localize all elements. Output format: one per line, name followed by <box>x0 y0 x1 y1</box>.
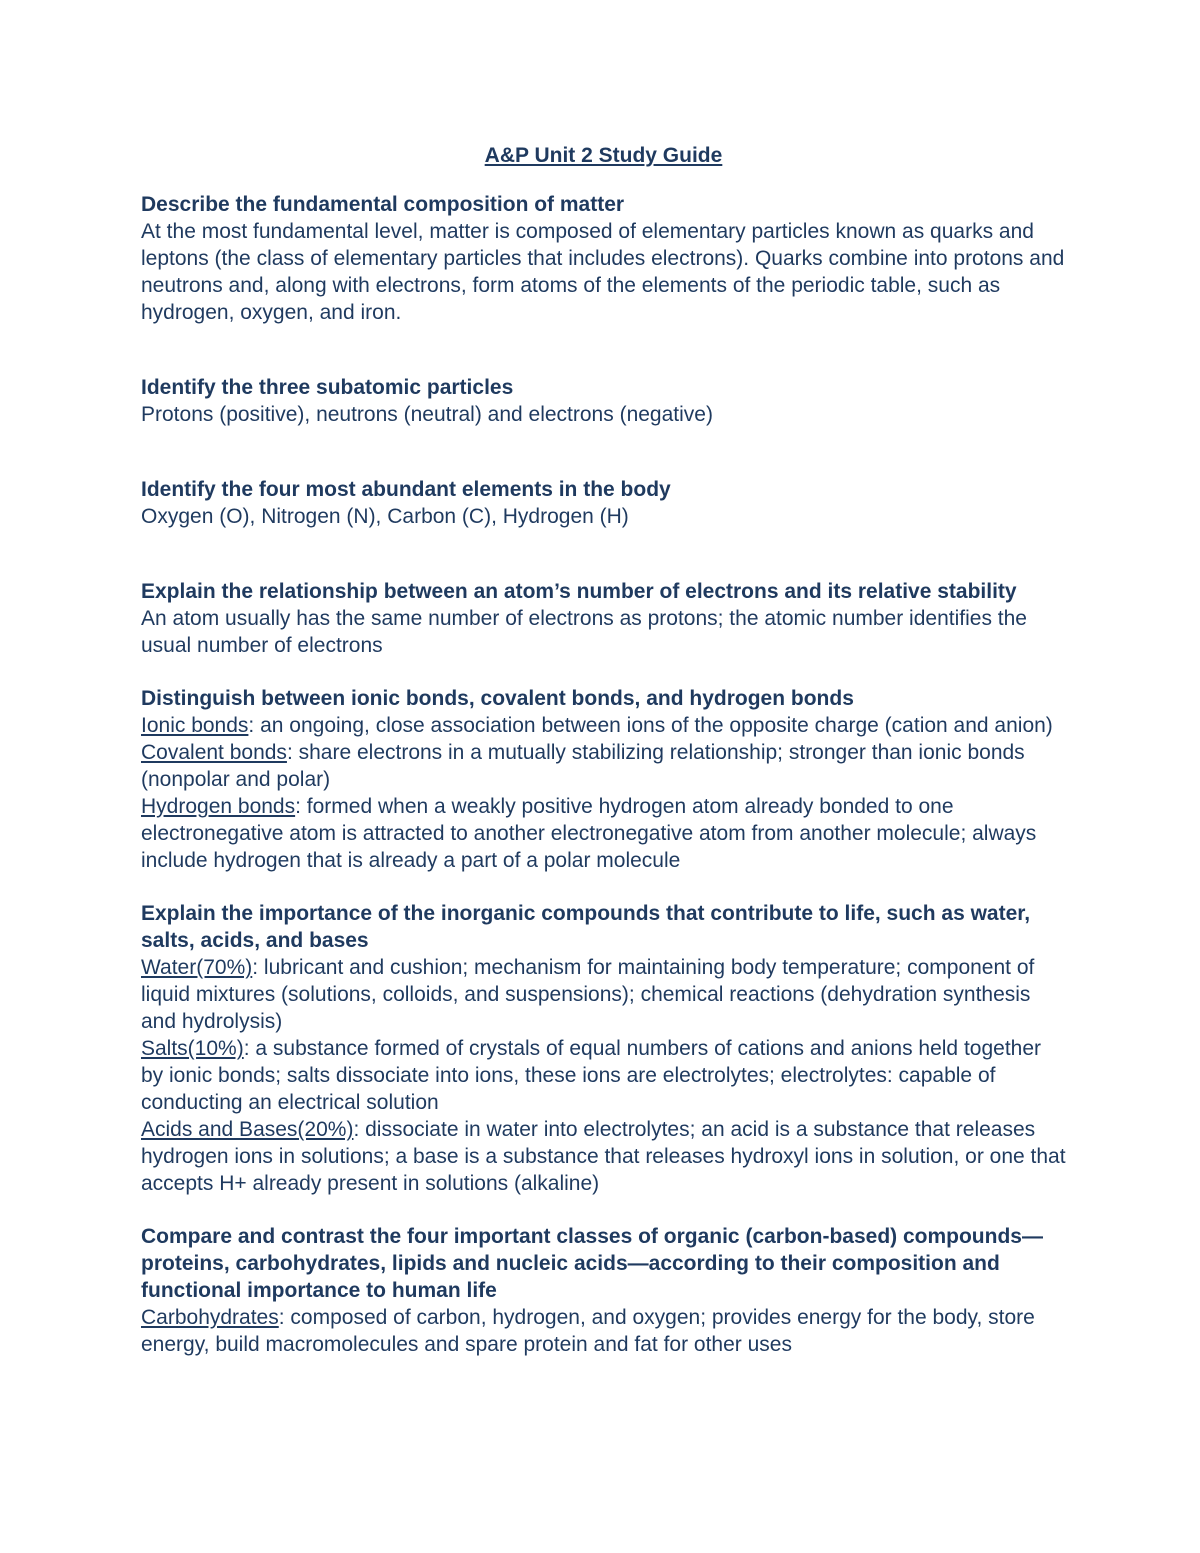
term-covalent-bonds: Covalent bonds <box>141 741 287 764</box>
spacer <box>141 530 1066 578</box>
definition-text: : composed of carbon, hydrogen, and oxygen; provides energy for the body, store energy, build macromolecules and spare protein and fat for other uses <box>141 1306 1035 1356</box>
document-title: A&P Unit 2 Study Guide <box>484 144 723 167</box>
list-item-ionic-bonds <box>141 712 1066 739</box>
list-item-hydrogen-bonds <box>141 793 1066 874</box>
definition-text: : lubricant and cushion; mechanism for maintaining body temperature; component of liquid mixtures (solutions, colloids, and suspensions); chemical reactions (dehydration synthesis and hydrolysis) <box>141 956 1035 1033</box>
spacer <box>141 428 1066 476</box>
list-item-covalent-bonds <box>141 739 1066 793</box>
term-salts: Salts(10%) <box>141 1037 244 1060</box>
list-item-salts <box>141 1035 1066 1116</box>
definition-text: : dissociate in water into electrolytes; an acid is a substance that releases hydrogen ions in solutions; a base is a substance that releases hydroxyl ions in solution, or one that accepts H+ already present in solutions (alkaline) <box>141 1118 1066 1195</box>
section-heading: Explain the importance of the inorganic compounds that contribute to life, such as water, salts, acids, and bases <box>141 902 1031 952</box>
term-water: Water(70%) <box>141 956 253 979</box>
spacer <box>141 659 1066 685</box>
spacer <box>141 1197 1066 1223</box>
definition-text: : formed when a weakly positive hydrogen atom already bonded to one electronegative atom is attracted to another electronegative atom from another molecule; always include hydrogen that is already a part of a polar molecule <box>141 795 1037 872</box>
section-electron-stability <box>141 578 1066 659</box>
section-heading: Identify the three subatomic particles <box>141 376 514 399</box>
section-subatomic-particles <box>141 374 1066 428</box>
section-heading: Compare and contrast the four important classes of organic (carbon-based) compounds—proteins, carbohydrates, lipids and nucleic acids—according to their composition and functional importance to human life <box>141 1225 1043 1302</box>
section-body: An atom usually has the same number of electrons as protons; the atomic number identifies the usual number of electrons <box>141 607 1027 657</box>
term-hydrogen-bonds: Hydrogen bonds <box>141 795 296 818</box>
section-bond-types <box>141 685 1066 874</box>
definition-text: : an ongoing, close association between ions of the opposite charge (cation and anion) <box>248 714 1053 737</box>
section-heading: Explain the relationship between an atom’s number of electrons and its relative stability <box>141 580 1017 603</box>
section-body: Protons (positive), neutrons (neutral) and electrons (negative) <box>141 403 713 426</box>
section-heading: Describe the fundamental composition of matter <box>141 193 625 216</box>
list-item-carbohydrates <box>141 1304 1066 1358</box>
term-carbohydrates: Carbohydrates <box>141 1306 279 1329</box>
section-heading: Distinguish between ionic bonds, covalent bonds, and hydrogen bonds <box>141 687 854 710</box>
definition-text: : a substance formed of crystals of equal numbers of cations and anions held together by ionic bonds; salts dissociate into ions, these ions are electrolytes; electrolytes: capable of conducting an electrical solution <box>141 1037 1042 1114</box>
section-body: At the most fundamental level, matter is composed of elementary particles known as quarks and leptons (the class of elementary particles that includes electrons). Quarks combine into protons and neutrons and, along with electrons, form atoms of the elements of the periodic table, such as hydrogen, oxygen, and iron. <box>141 220 1065 324</box>
term-acids-and-bases: Acids and Bases(20%) <box>141 1118 354 1141</box>
section-inorganic-compounds <box>141 900 1066 1197</box>
section-body: Oxygen (O), Nitrogen (N), Carbon (C), Hydrogen (H) <box>141 505 629 528</box>
section-composition-of-matter <box>141 191 1066 326</box>
term-ionic-bonds: Ionic bonds <box>141 714 249 737</box>
list-item-water <box>141 954 1066 1035</box>
spacer <box>141 326 1066 374</box>
spacer <box>141 874 1066 900</box>
section-organic-compounds <box>141 1223 1066 1358</box>
definition-text: : share electrons in a mutually stabilizing relationship; stronger than ionic bonds (nonpolar and polar) <box>141 741 1025 791</box>
section-abundant-elements <box>141 476 1066 530</box>
list-item-acids-and-bases <box>141 1116 1066 1197</box>
section-heading: Identify the four most abundant elements in the body <box>141 478 671 501</box>
document-page <box>141 142 1066 1358</box>
